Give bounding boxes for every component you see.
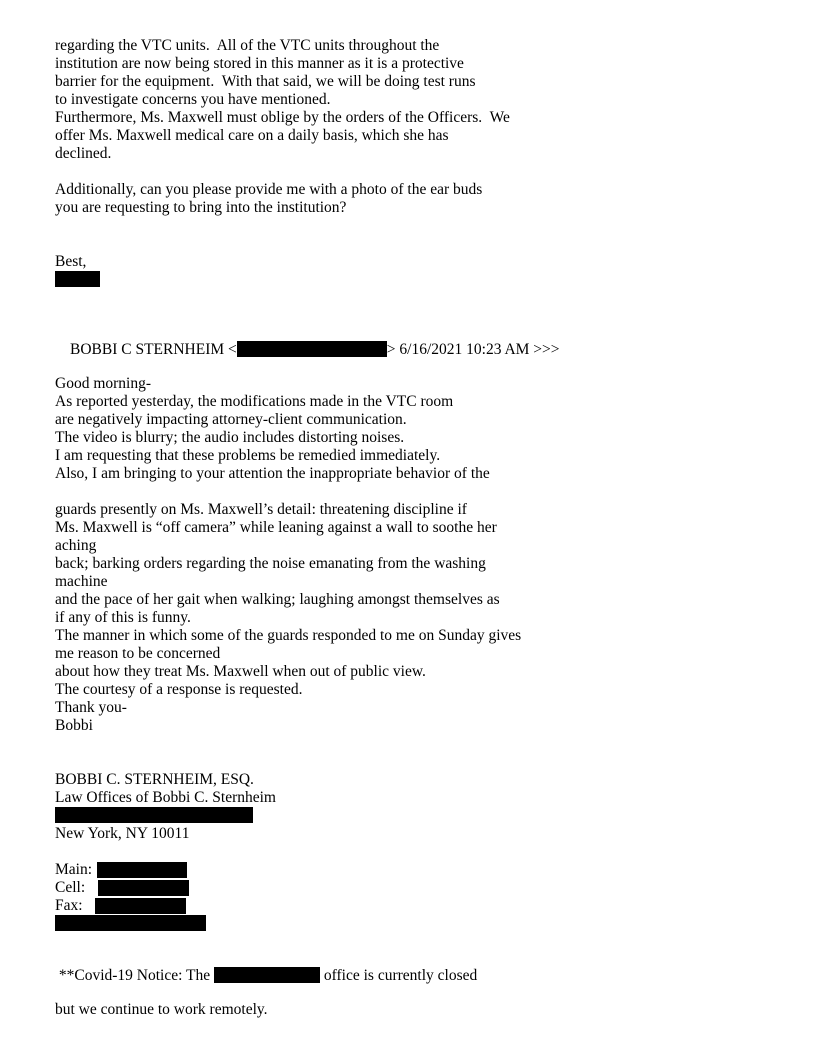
signature-main	[55, 861, 92, 879]
quoted-line: are negatively impacting attorney-client communication.	[55, 411, 407, 428]
redacted-location	[214, 967, 320, 983]
reply-line: Furthermore, Ms. Maxwell must oblige by the orders of the Officers. We	[55, 109, 510, 126]
reply-line: you are requesting to bring into the institution?	[55, 199, 347, 216]
quoted-line: The courtesy of a response is requested.	[55, 681, 303, 698]
redacted-main-phone	[97, 862, 187, 878]
reply-line: Additionally, can you please provide me with a photo of the ear buds	[55, 181, 483, 198]
redacted-sender-name	[55, 271, 100, 289]
quoted-line: aching	[55, 537, 97, 554]
fax-label: Fax:	[55, 897, 83, 914]
reply-line: institution are now being stored in this manner as it is a protective	[55, 55, 464, 72]
reply-line: to investigate concerns you have mentioned.	[55, 91, 331, 108]
quoted-line: Bobbi	[55, 717, 93, 734]
quoted-line: Also, I am bringing to your attention the inappropriate behavior of the	[55, 465, 490, 482]
quoted-line: The manner in which some of the guards responded to me on Sunday gives	[55, 627, 522, 644]
covid-notice-line2: but we continue to work remotely.	[55, 1001, 268, 1018]
quoted-line: The video is blurry; the audio includes distorting noises.	[55, 429, 405, 446]
redacted-fax	[95, 898, 186, 914]
quoted-line: and the pace of her gait when walking; laughing amongst themselves as	[55, 591, 500, 608]
reply-closing: Best,	[55, 253, 87, 270]
quoted-line: machine	[55, 573, 108, 590]
quoted-line: Good morning-	[55, 375, 152, 392]
quoted-line: As reported yesterday, the modifications made in the VTC room	[55, 393, 454, 410]
reply-line: declined.	[55, 145, 112, 162]
quoted-line: Thank you-	[55, 699, 127, 716]
quoted-sender: BOBBI C STERNHEIM <	[70, 341, 237, 358]
reply-line: regarding the VTC units. All of the VTC units throughout the	[55, 37, 440, 54]
main-label: Main:	[55, 861, 93, 878]
redacted-email-line	[55, 915, 206, 933]
signature-fax	[55, 897, 83, 915]
covid-notice	[55, 967, 477, 985]
quoted-line: back; barking orders regarding the noise emanating from the washing	[55, 555, 486, 572]
reply-line: barrier for the equipment. With that said, we will be doing test runs	[55, 73, 476, 90]
notice-prefix: **Covid-19 Notice: The	[55, 967, 214, 984]
redacted-email	[237, 341, 387, 357]
quoted-line: Ms. Maxwell is “off camera” while leaning against a wall to soothe her	[55, 519, 497, 536]
signature-name: BOBBI C. STERNHEIM, ESQ.	[55, 771, 254, 788]
signature-cell	[55, 879, 85, 897]
signature-firm: Law Offices of Bobbi C. Sternheim	[55, 789, 276, 806]
quoted-line: if any of this is funny.	[55, 609, 191, 626]
notice-suffix: office is currently closed	[320, 967, 478, 984]
redacted-address	[55, 807, 253, 825]
redacted-cell-phone	[98, 880, 189, 896]
quoted-line: I am requesting that these problems be remedied immediately.	[55, 447, 441, 464]
reply-line: offer Ms. Maxwell medical care on a daily basis, which she has	[55, 127, 449, 144]
cell-label: Cell:	[55, 879, 86, 896]
signature-city: New York, NY 10011	[55, 825, 190, 842]
quoted-date: > 6/16/2021 10:23 AM >>>	[386, 341, 560, 358]
quoted-line: about how they treat Ms. Maxwell when out of public view.	[55, 663, 426, 680]
quoted-header	[70, 341, 560, 359]
quoted-line: guards presently on Ms. Maxwell’s detail: threatening discipline if	[55, 501, 467, 518]
quoted-line: me reason to be concerned	[55, 645, 221, 662]
